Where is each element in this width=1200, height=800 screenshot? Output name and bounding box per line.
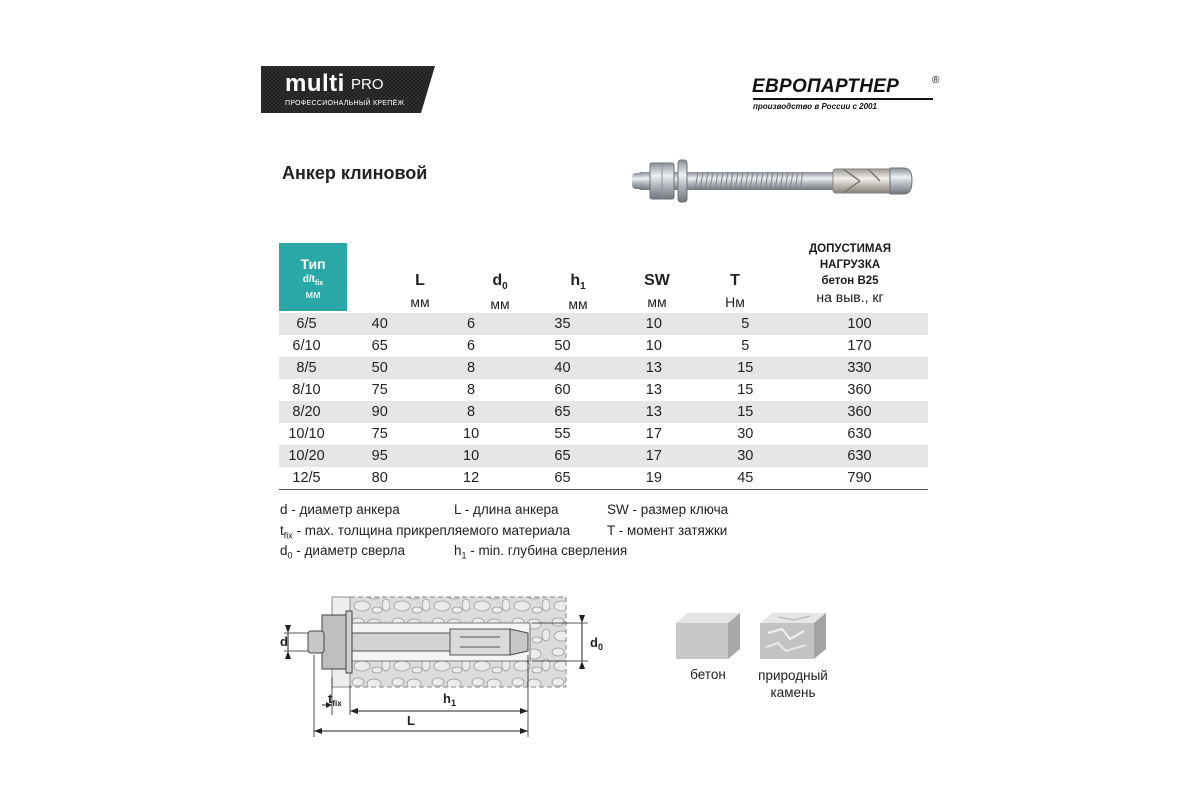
table-cell: 40 (517, 357, 608, 379)
table-cell: 17 (608, 445, 699, 467)
logo-multi-text: multi (285, 70, 345, 97)
table-cell: 45 (737, 470, 754, 486)
table-cell: 95 (334, 445, 425, 467)
column-header-load: ДОПУСТИМАЯ НАГРУЗКА бетон B25 на выв., кг (808, 243, 892, 305)
column-header-T: T Нм (725, 272, 745, 310)
diagram-label-L: L (407, 713, 415, 728)
legend-d: d - диаметр анкера (280, 502, 400, 517)
type-header-unit: мм (305, 289, 321, 301)
anchor-bolt-image (628, 150, 928, 220)
type-column-header (279, 243, 347, 311)
table-cell: 50 (334, 357, 425, 379)
legend-tfix: $t_{fix}$ - max. толщина прикрепляемого материала (280, 523, 571, 541)
multipro-logo (261, 66, 435, 113)
table-cell: 55 (554, 426, 571, 442)
table-cell: 12 (463, 470, 480, 486)
table-cell: 5 (741, 338, 750, 354)
table-cell: 50 (554, 338, 571, 354)
spec-table (279, 313, 928, 489)
table-cell: 10 (463, 426, 480, 442)
table-cell: 30 (737, 426, 754, 442)
table-row (279, 335, 928, 357)
table-cell: 5 (700, 313, 791, 335)
table-row (279, 379, 928, 401)
table-cell: 40 (334, 313, 425, 335)
type-header-sub: $d/t_{fix}$ (302, 274, 324, 287)
table-cell: 60 (554, 382, 571, 398)
material-stone-label: природный камень (758, 668, 828, 700)
table-cell: 10 (608, 313, 699, 335)
table-cell: 15 (700, 357, 791, 379)
diagram-label-d: d (280, 634, 288, 649)
diagram-label-d0: $d_0$ (590, 635, 603, 652)
installation-diagram (270, 585, 610, 745)
column-header-d0: $d_0$ мм (490, 272, 510, 313)
table-cell: 630 (791, 445, 928, 467)
legend-d0: $d_0$ - диаметр сверла (280, 543, 405, 561)
table-cell: 65 (517, 401, 608, 423)
logo-subtitle: ПРОФЕССИОНАЛЬНЫЙ КРЕПЁЖ (285, 100, 405, 107)
table-cell: 75 (371, 382, 388, 398)
page-title: Анкер клиновой (282, 163, 428, 183)
table-cell: 15 (737, 382, 754, 398)
column-header-h1: $h_1$ мм (568, 272, 588, 313)
table-cell: 360 (791, 401, 928, 423)
partner-logo-underline (753, 98, 933, 100)
table-cell: 6 (467, 338, 476, 354)
table-row (279, 445, 928, 467)
table-cell: 10 (425, 445, 516, 467)
table-cell: 15 (700, 401, 791, 423)
table-cell: 19 (645, 470, 662, 486)
table-row (279, 423, 928, 445)
legend-h1: $h_1$ - min. глубина сверления (454, 543, 628, 561)
material-concrete-label: бетон (690, 667, 726, 682)
table-cell: 10 (645, 338, 662, 354)
table-cell: 80 (371, 470, 388, 486)
table-cell: 65 (517, 445, 608, 467)
table-cell: 330 (791, 357, 928, 379)
legend-SW: SW - размер ключа (607, 502, 729, 517)
spec-table-body (279, 313, 928, 489)
table-cell: 8/10 (292, 382, 321, 398)
table-cell: 30 (700, 445, 791, 467)
column-header-SW: SW мм (644, 272, 670, 310)
table-cell: 12/5 (292, 470, 321, 486)
partner-logo-subtitle: производство в России с 2001 (753, 102, 877, 111)
table-cell: 100 (791, 313, 928, 335)
table-cell: 17 (645, 426, 662, 442)
table-cell: 8/5 (279, 357, 334, 379)
legend-L: L - длина анкера (454, 502, 559, 517)
table-cell: 8/20 (279, 401, 334, 423)
table-row (279, 313, 928, 335)
diagram-label-h1: $h_1$ (443, 691, 456, 708)
table-cell: 13 (645, 382, 662, 398)
table-cell: 6/10 (292, 338, 321, 354)
table-cell: 13 (608, 401, 699, 423)
table-cell: 6 (425, 313, 516, 335)
table-cell: 35 (517, 313, 608, 335)
column-header-L: L мм (410, 272, 430, 310)
table-cell: 170 (847, 338, 872, 354)
partner-logo-name: ЕВРОПАРТНЕР (752, 76, 900, 97)
table-cell: 8 (425, 401, 516, 423)
table-row (279, 357, 928, 379)
table-cell: 90 (334, 401, 425, 423)
table-cell: 6/5 (279, 313, 334, 335)
table-cell: 790 (847, 470, 872, 486)
table-cell: 360 (847, 382, 872, 398)
table-row (279, 467, 928, 489)
table-cell: 10/20 (279, 445, 334, 467)
table-row (279, 401, 928, 423)
table-cell: 75 (371, 426, 388, 442)
concrete-block-icon (676, 613, 740, 659)
table-cell: 10/10 (288, 426, 325, 442)
diagram-label-tfix: $t_{fix}$ (328, 691, 342, 708)
table-cell: 630 (847, 426, 872, 442)
legend-T: T - момент затяжки (607, 523, 728, 538)
table-cell: 65 (554, 470, 571, 486)
table-bottom-rule (279, 489, 928, 490)
table-cell: 8 (467, 382, 476, 398)
table-cell: 13 (608, 357, 699, 379)
natural-stone-icon (760, 613, 826, 659)
table-cell: 65 (371, 338, 388, 354)
table-cell: 8 (425, 357, 516, 379)
type-header-label: Тип (300, 256, 326, 272)
logo-pro-text: PRO (351, 76, 384, 93)
partner-logo-reg: ® (932, 75, 940, 86)
